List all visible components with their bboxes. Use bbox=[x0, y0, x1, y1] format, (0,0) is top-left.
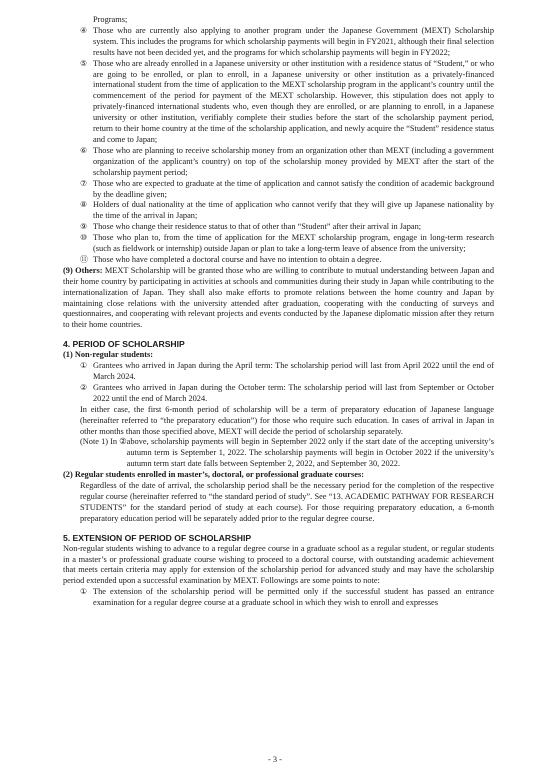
list-item bbox=[63, 255, 494, 266]
item-number: ① bbox=[80, 361, 88, 371]
section-5-heading: 5. EXTENSION OF PERIOD OF SCHOLARSHIP bbox=[63, 532, 252, 543]
item-text: Those who are expected to graduate at the time of application and cannot satisfy the condition of academic background by the deadline given; bbox=[93, 178, 494, 199]
page-number: - 3 - bbox=[268, 755, 282, 764]
item-text: The extension of the scholarship period will be permitted only if the successful student has passed an entrance examination for a regular degree course at a graduate school in which they wish to enroll and expresses bbox=[93, 587, 494, 608]
item-text: Holders of dual nationality at the time of application who cannot verify that they will give up Japanese nationality by the time of the arrival in Japan; bbox=[93, 200, 494, 221]
list-item bbox=[63, 587, 494, 609]
extension-paragraph: Non-regular students wishing to advance to a regular degree course in a graduate school as a regular student, or regular students in a master’s or professional graduate course wishing to proceed to a doctoral course, with outstanding academic achievement that meets certain criteria may apply for extension of the scholarship period for advanced study and may have the scholarship period extended upon a successful examination by MEXT. Followings are some points to note: bbox=[63, 543, 494, 586]
note-label: (Note 1) In ② bbox=[80, 437, 127, 447]
item-text: Those who are currently also applying to another program under the Japanese Government (MEXT) Scholarship system. This includes the programs for which scholarship payments will begin in FY2021, although their final selection results have not been decided yet, and the programs for which scholarship payments will begin in FY2022; bbox=[93, 25, 494, 57]
item-text: Grantees who arrived in Japan during the October term: The scholarship period will last from September or October 2022 until the end of March 2024. bbox=[93, 382, 494, 403]
preparatory-paragraph: In either case, the first 6-month period of scholarship will be a term of preparatory education of Japanese language (hereinafter referred to “the preparatory education”) for those who require such education. In cases of arrival in Japan in other months than those specified above, MEXT will decide the period of scholarship separately. bbox=[80, 404, 494, 436]
list-item bbox=[63, 200, 494, 222]
list-item bbox=[63, 179, 494, 201]
item-number: ⑦ bbox=[80, 178, 88, 188]
item-number: ⑨ bbox=[80, 222, 88, 232]
item-number: ② bbox=[80, 382, 88, 392]
item-number: ⑧ bbox=[80, 200, 88, 210]
non-regular-heading: (1) Non-regular students: bbox=[63, 350, 154, 360]
section-4-heading: 4. PERIOD OF SCHOLARSHIP bbox=[63, 339, 185, 350]
item-number: ⑪ bbox=[80, 254, 88, 264]
item-text: Those who are planning to receive scholarship money from an organization other than MEXT (including a government organization of the applicant’s country) on top of the scholarship money provided by MEXT after the start of the scholarship payment period; bbox=[93, 145, 494, 177]
item-text: Those who plan to, from the time of application for the MEXT scholarship program, engage in long-term research (such as fieldwork or internship) outside Japan or plan to take a long-term leave of absence from the university; bbox=[93, 233, 494, 254]
item-3-continuation: Programs; bbox=[93, 15, 128, 24]
item-text: Those who change their residence status to that of other than “Student” after their arrival in Japan; bbox=[93, 222, 422, 232]
item-number: ⑩ bbox=[80, 233, 88, 243]
others-label: (9) Others: bbox=[63, 265, 103, 275]
regular-paragraph: Regardless of the date of arrival, the scholarship period shall be the necessary period for the completion of the respective regular course (hereinafter referred to “the standard period of study”. See “13. ACADEMIC PATHWAY FOR RESEARCH STUDENTS” for the standard period of study at each course). For those requiring preparatory education, a 6-month preparatory education period will be separately added prior to the regular degree course. bbox=[80, 481, 494, 523]
item-text: Grantees who arrived in Japan during the April term: The scholarship period will last from April 2022 until the end of March 2024. bbox=[93, 361, 494, 381]
others-text: MEXT Scholarship will be granted those who are willing to contribute to mutual understanding between Japan and their home country by participating in activities at schools and communities during their study in Japan while contributing to the internationalization of Japan. They shall also make efforts to promote relations between the home country and Japan by maintaining close relations with the university attended after graduation, cooperating with the conducting of surveys and questionnaires, and cooperating with relevant projects and events conducted by the Japanese diplomatic mission after they return to their home countries. bbox=[63, 265, 495, 330]
list-item bbox=[63, 222, 494, 233]
list-item bbox=[63, 26, 494, 59]
note-1 bbox=[63, 437, 494, 470]
item-number: ⑤ bbox=[80, 58, 88, 68]
list-item bbox=[63, 146, 494, 179]
list-item bbox=[63, 361, 494, 383]
item-text: Those who have completed a doctoral course and have no intention to obtain a degree. bbox=[93, 254, 382, 264]
item-number: ④ bbox=[80, 25, 88, 35]
item-number: ⑥ bbox=[80, 145, 88, 155]
list-item bbox=[63, 233, 494, 255]
list-item bbox=[63, 59, 494, 146]
note-text: above, scholarship payments will begin in September 2022 only if the start date of the accepting university’s autumn term is September 1, 2022. The scholarship payments will begin in October 2022 if the university’s autumn term start date falls between September 2, 2022, and September 30, 2022. bbox=[126, 437, 494, 469]
list-item bbox=[63, 383, 494, 405]
item-text: Those who are already enrolled in a Japanese university or other institution with a residence status of “Student,” or who are going to be enrolled, or plan to enroll, in a Japanese university or other institution as a privately-financed international student from the time of application to the MEXT scholarship program in the applicant’s country until the commencement of the period for payment of the MEXT scholarship. However, this stipulation does not apply to privately-financed international students who, even though they are enrolled, or are planning to enroll, in a Japanese university or other institution, verifiably complete their studies before the start of the scholarship payment period, return to their home country at the time of the scholarship application, and newly acquire the “Student” residence status and come to Japan; bbox=[93, 58, 494, 144]
ineligibility-list bbox=[63, 26, 494, 266]
regular-heading: (2) Regular students enrolled in master’s, doctoral, or professional graduate courses: bbox=[63, 470, 364, 480]
item-number: ① bbox=[80, 587, 88, 597]
others-paragraph bbox=[63, 266, 494, 331]
